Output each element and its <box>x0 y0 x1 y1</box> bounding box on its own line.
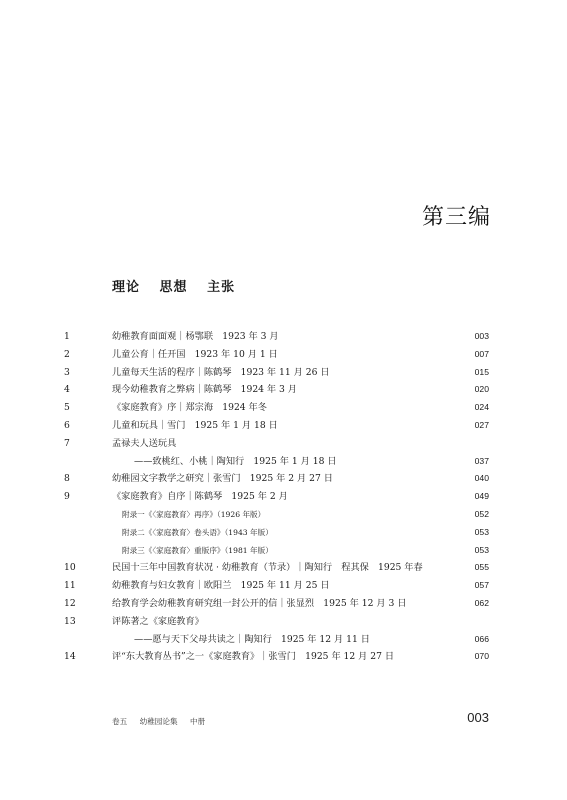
toc-entry-page: 020 <box>474 384 489 395</box>
section-title-word: 思想 <box>159 280 188 295</box>
toc-entry <box>0 346 567 364</box>
toc-entry-page: 027 <box>474 419 489 430</box>
toc-entry-number: 6 <box>64 419 70 431</box>
toc-entry-page: 053 <box>474 544 489 555</box>
section-title-word: 主张 <box>207 280 236 295</box>
toc-entry-number: 8 <box>64 473 70 485</box>
toc-entry <box>0 470 567 488</box>
table-of-contents <box>0 328 567 666</box>
toc-entry-page: 053 <box>474 526 489 537</box>
toc-entry-number: 13 <box>64 615 76 627</box>
toc-entry-title: 附录二《〈家庭教育〉卷头语》（1943 年版） <box>122 527 273 537</box>
toc-entry <box>0 381 567 399</box>
footer-part: 中册 <box>190 717 206 726</box>
toc-entry-page: 062 <box>474 597 489 608</box>
toc-entry <box>0 648 567 666</box>
toc-entry-number: 11 <box>64 580 76 592</box>
section-title <box>112 276 249 295</box>
footer-book-title: 幼稚园论集 <box>139 717 178 726</box>
toc-entry-number: 7 <box>64 437 70 449</box>
toc-entry <box>0 595 567 613</box>
toc-entry-number: 4 <box>64 384 70 396</box>
toc-entry-title: 《家庭教育》序｜郑宗海 1924 年冬 <box>112 402 267 414</box>
toc-entry <box>0 488 567 506</box>
toc-entry-number: 12 <box>64 597 76 609</box>
toc-entry <box>0 417 567 435</box>
toc-entry-page: 024 <box>474 402 489 413</box>
toc-entry-number: 9 <box>64 491 70 503</box>
toc-entry-title: ——致桃红、小桃｜陶知行 1925 年 1 月 18 日 <box>134 455 337 467</box>
toc-entry-title: 给教育学会幼稚教育研究组一封公开的信｜张显烈 1925 年 12 月 3 日 <box>112 597 407 609</box>
part-title: 第三编 <box>421 205 491 230</box>
toc-entry-page: 007 <box>474 348 489 359</box>
toc-entry-title: 附录三《〈家庭教育〉重版序》（1981 年版） <box>122 545 273 555</box>
toc-entry-page: 066 <box>474 633 489 644</box>
toc-entry <box>0 577 567 595</box>
footer-volume: 卷五 <box>112 717 128 726</box>
page-number: 003 <box>467 710 489 725</box>
toc-entry-title: 附录一《〈家庭教育〉再序》（1926 年版） <box>122 509 266 519</box>
toc-entry <box>0 506 567 524</box>
toc-entry-title: 儿童每天生活的程序｜陈鹤琴 1923 年 11 月 26 日 <box>112 366 330 378</box>
toc-entry <box>0 542 567 560</box>
section-title-word: 理论 <box>112 280 141 295</box>
toc-entry-page: 037 <box>474 455 489 466</box>
toc-entry <box>0 524 567 542</box>
toc-entry-page: 055 <box>474 562 489 573</box>
toc-entry-title: ——愿与天下父母共读之｜陶知行 1925 年 12 月 11 日 <box>134 633 370 645</box>
toc-entry-number: 3 <box>64 366 70 378</box>
toc-entry-page: 070 <box>474 651 489 662</box>
toc-entry-title: 幼稚教育面面观｜杨鄂联 1923 年 3 月 <box>112 331 279 342</box>
toc-entry-page: 057 <box>474 580 489 591</box>
toc-entry-number: 5 <box>64 402 70 414</box>
toc-entry-page: 040 <box>474 473 489 484</box>
toc-entry-number: 10 <box>64 562 76 574</box>
toc-entry-number: 1 <box>64 331 70 342</box>
toc-entry-title: 幼稚教育与妇女教育｜欧阳兰 1925 年 11 月 25 日 <box>112 580 330 592</box>
toc-entry-title: 幼稚园文字教学之研究｜张雪门 1925 年 2 月 27 日 <box>112 473 333 485</box>
toc-entry <box>0 453 567 471</box>
toc-entry <box>0 435 567 453</box>
toc-entry-title: 评陈著之《家庭教育》 <box>112 615 204 627</box>
toc-entry-title: 评“东大教育丛书”之一《家庭教育》｜张雪门 1925 年 12 月 27 日 <box>112 651 395 663</box>
toc-entry-title: 《家庭教育》自序｜陈鹤琴 1925 年 2 月 <box>112 491 288 503</box>
toc-entry-title: 现今幼稚教育之弊病｜陈鹤琴 1924 年 3 月 <box>112 384 297 396</box>
toc-entry-number: 14 <box>64 651 76 663</box>
toc-entry <box>0 328 567 346</box>
toc-entry-title: 孟禄夫人送玩具 <box>112 437 177 449</box>
toc-entry-title: 民国十三年中国教育状况 · 幼稚教育（节录）｜陶知行 程其保 1925 年春 <box>112 562 423 574</box>
running-footer <box>112 716 215 727</box>
toc-entry-page: 015 <box>474 366 489 377</box>
toc-entry-page: 003 <box>474 331 489 341</box>
toc-entry <box>0 613 567 631</box>
toc-entry <box>0 559 567 577</box>
toc-entry <box>0 631 567 649</box>
toc-entry-title: 儿童和玩具｜雪门 1925 年 1 月 18 日 <box>112 419 278 431</box>
toc-entry <box>0 399 567 417</box>
toc-entry-page: 049 <box>474 491 489 502</box>
toc-entry-number: 2 <box>64 348 70 360</box>
toc-entry-page: 052 <box>474 508 489 519</box>
toc-entry <box>0 364 567 382</box>
toc-entry-title: 儿童公育｜任开国 1923 年 10 月 1 日 <box>112 348 278 360</box>
